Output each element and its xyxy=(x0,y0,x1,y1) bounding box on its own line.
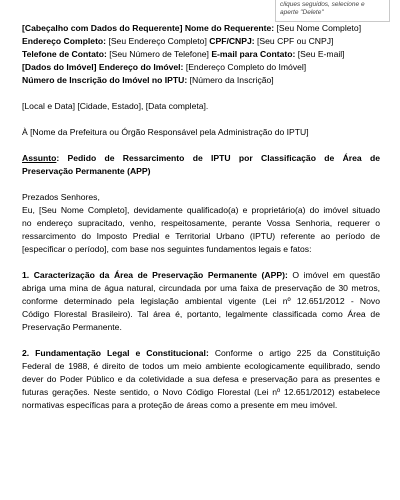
item-title: 1. Caracterização da Área de Preservação Permanente (APP): xyxy=(22,270,288,280)
item-title: 2. Fundamentação Legal e Constitucional: xyxy=(22,348,209,358)
paragraph-line xyxy=(22,269,380,282)
document-page xyxy=(22,22,380,412)
header-label: CPF/CNPJ: xyxy=(209,36,255,46)
header-label: Número de Inscrição do Imóvel no IPTU: xyxy=(22,75,188,85)
header-line-property xyxy=(22,61,380,74)
paragraph-line: Preservação Permanente. xyxy=(22,322,122,332)
paragraph-line: abriga uma mina de água natural, circundada por uma faixa de preservação de 30 metros, xyxy=(22,283,380,293)
header-label: Telefone de Contato: xyxy=(22,49,107,59)
paragraph-line: Eu, [Seu Nome Completo], devidamente qualificado(a) e proprietário(a) do imóvel situado xyxy=(22,205,380,215)
location-date: [Local e Data] [Cidade, Estado], [Data completa]. xyxy=(22,101,209,111)
header-line-address xyxy=(22,35,380,48)
item-text: Conforme o artigo 225 da Constituição xyxy=(214,348,380,358)
placeholder-text: [Seu Número de Telefone] xyxy=(109,49,209,59)
placeholder-text: [Seu Endereço Completo] xyxy=(108,36,207,46)
instruction-note xyxy=(275,0,390,22)
paragraph-line: dever do Poder Público e da coletividade a sua defesa e preservação para as presentes e xyxy=(22,374,380,384)
header-label: [Dados do Imóvel] xyxy=(22,62,97,72)
paragraph-line: no endereço supracitado, venho, respeitosamente, perante Vossa Senhoria, requerer o xyxy=(22,218,380,228)
header-label: E-mail para Contato: xyxy=(211,49,296,59)
placeholder-text: [Número da Inscrição] xyxy=(189,75,274,85)
subject-label: Assunto xyxy=(22,153,57,163)
subject-text: Pedido de Ressarcimento de IPTU por Classificação de Área de xyxy=(67,153,380,163)
subject-text: Preservação Permanente (APP) xyxy=(22,166,151,176)
instruction-note-line: cliques seguidos, selecione e xyxy=(280,1,365,8)
salutation: Prezados Senhores, xyxy=(22,192,100,202)
subject-block xyxy=(22,152,380,178)
subject-line xyxy=(22,165,380,178)
header-line-name xyxy=(22,22,380,35)
subject-line: Assunto: Pedido de Ressarcimento de IPTU por Classificação de Área de xyxy=(22,153,380,163)
header-line-registration xyxy=(22,74,380,87)
recipient: À [Nome da Prefeitura ou Órgão Responsável pela Administração do IPTU] xyxy=(22,127,309,137)
paragraph-line: Federal de 1988, é direito de todos um meio ambiente ecologicamente equilibrado, sendo xyxy=(22,361,380,371)
header-label: Nome do Requerente: xyxy=(184,23,275,33)
paragraph-line: futuras gerações. Neste sentido, o Novo Código Florestal (Lei nº 12.651/2012) estabelece xyxy=(22,387,380,397)
item-1-paragraph xyxy=(22,269,380,334)
paragraph-line: ressarcimento do Imposto Predial e Territorial Urbano (IPTU) referente ao período de xyxy=(22,231,380,241)
placeholder-text: [Seu CPF ou CNPJ] xyxy=(257,36,334,46)
item-text: O imóvel em questão xyxy=(292,270,381,280)
header-label: [Cabeçalho com Dados do Requerente] xyxy=(22,23,183,33)
requester-header xyxy=(22,22,380,87)
header-label: Endereço Completo: xyxy=(22,36,107,46)
placeholder-text: [Seu E-mail] xyxy=(297,49,345,59)
header-label: Endereço do Imóvel: xyxy=(98,62,184,72)
paragraph-line xyxy=(22,347,380,360)
intro-paragraph xyxy=(22,204,380,256)
header-line-contact xyxy=(22,48,380,61)
paragraph-line: conforme determinado pela legislação ambiental vigente (Lei nº 12.651/2012 - Novo xyxy=(22,296,380,306)
placeholder-text: [Endereço Completo do Imóvel] xyxy=(185,62,307,72)
placeholder-text: [Seu Nome Completo] xyxy=(276,23,362,33)
paragraph-line: normativas específicas para a proteção de áreas como a presente em meu imóvel. xyxy=(22,400,338,410)
paragraph-line: Código Florestal Brasileiro). Tal área é, portanto, legalmente classificada como Área de xyxy=(22,309,380,319)
item-2-paragraph xyxy=(22,347,380,412)
paragraph-line: [especificar o período], com base nos seguintes fundamentos legais e fatos: xyxy=(22,244,312,254)
instruction-note-line: aperte "Delete" xyxy=(280,9,324,17)
